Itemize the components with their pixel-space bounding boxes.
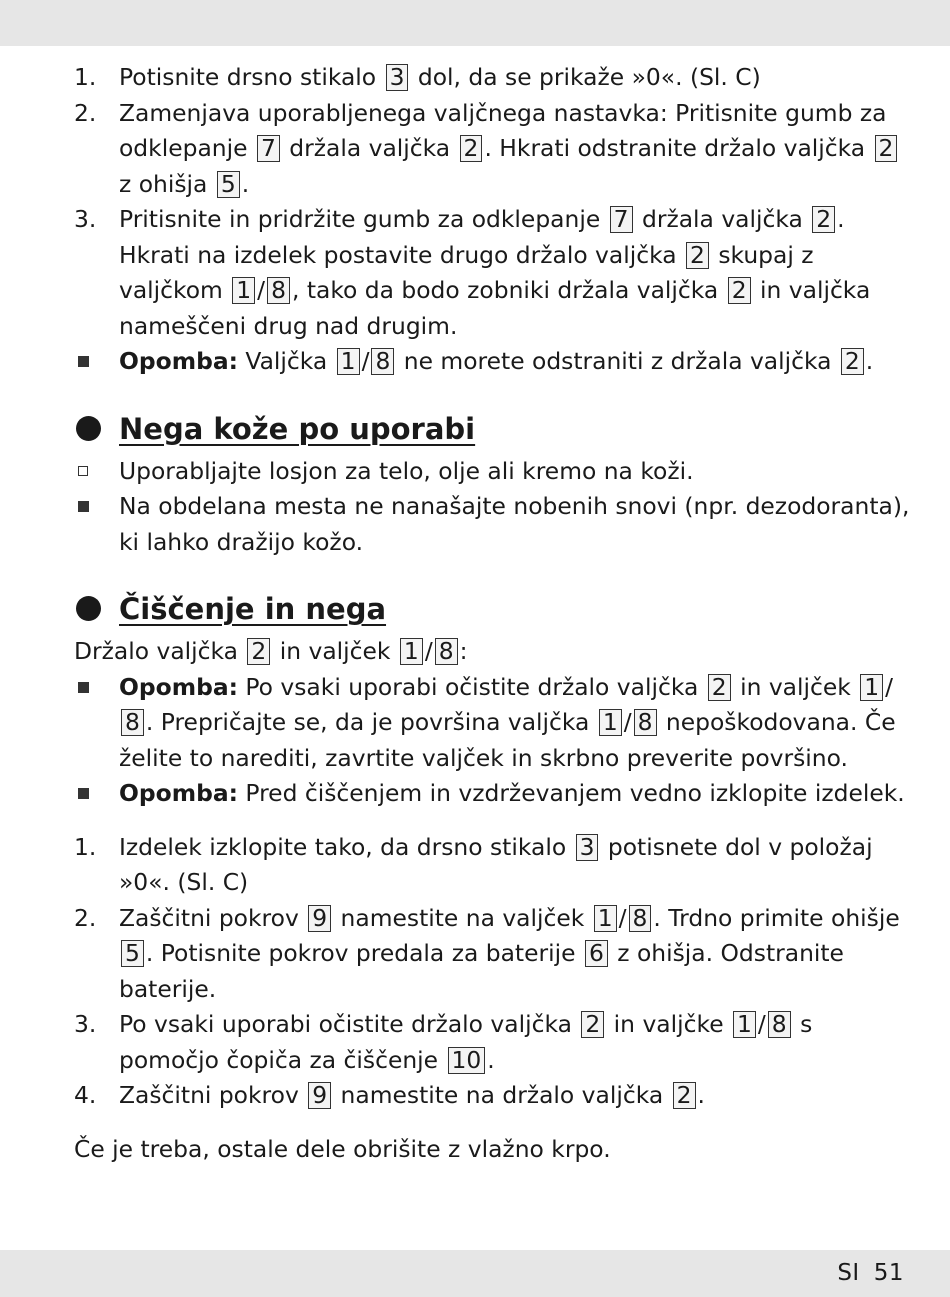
part-number-box: 2 — [708, 674, 731, 701]
page-number: 51 — [873, 1260, 904, 1286]
note-label: Opomba: — [119, 347, 238, 375]
language-code: SI — [837, 1260, 860, 1286]
steps-list-replace — [74, 60, 914, 344]
part-number-box: 8 — [121, 709, 144, 736]
part-number-box: 2 — [247, 638, 270, 665]
part-number-box: 9 — [308, 905, 331, 932]
closing-text: Če je treba, ostale dele obrišite z vlažno krpo. — [74, 1134, 611, 1163]
step-item: 1. Potisnite drsno stikalo 3 dol, da se prikaže »0«. (Sl. C) — [74, 60, 914, 96]
step-item: 3. Pritisnite in pridržite gumb za odklepanje 7 držala valjčka 2 . Hkrati na izdelek postavite drugo držalo valjčka 2 skupaj z valjčkom 1 / 8 , tako da bodo zobniki držala valjčka 2 in valjčka nameščeni drug nad drugim. — [74, 202, 914, 344]
part-number-box: 7 — [610, 206, 633, 233]
section-heading-skin-care: Nega kože po uporabi — [74, 410, 914, 448]
part-number-box: 5 — [121, 940, 144, 967]
part-number-box: 10 — [448, 1047, 486, 1074]
step-item: 3. Po vsaki uporabi očistite držalo valjčka 2 in valjčke 1 / 8 s pomočjo čopiča za čiščenje 10 . — [74, 1007, 914, 1078]
part-number-box: 1 — [594, 905, 617, 932]
part-number-box: 2 — [673, 1082, 696, 1109]
note-label: Opomba: — [119, 779, 238, 807]
part-number-box: 1 — [232, 277, 255, 304]
part-number-box: 7 — [257, 135, 280, 162]
manual-content — [74, 60, 914, 1167]
part-number-box: 8 — [768, 1011, 791, 1038]
step-item: 4. Zaščitni pokrov 9 namestite na držalo valjčka 2 . — [74, 1078, 914, 1114]
cleaning-intro: Držalo valjčka 2 in valjček 1 / 8 : — [74, 637, 468, 665]
footer-band — [0, 1250, 950, 1297]
part-number-box: 2 — [728, 277, 751, 304]
step-number: 2. — [74, 903, 97, 932]
bullet-item: Uporabljajte losjon za telo, olje ali kremo na koži. — [74, 454, 914, 490]
part-number-box: 2 — [841, 348, 864, 375]
note-label: Opomba: — [119, 672, 238, 701]
page-footer — [823, 1258, 904, 1288]
part-number-box: 2 — [812, 206, 835, 233]
part-number-box: 8 — [634, 709, 657, 736]
step-number: 3. — [74, 205, 97, 233]
part-number-box: 1 — [400, 638, 423, 665]
bullet-dot-icon — [76, 596, 101, 621]
header-band — [0, 0, 950, 46]
part-number-box: 2 — [581, 1011, 604, 1038]
note-item: Opomba: Valjčka 1 / 8 ne morete odstraniti z držala valjčka 2 . — [74, 344, 914, 380]
part-number-box: 8 — [629, 905, 652, 932]
step-number: 1. — [74, 832, 97, 861]
section-heading-cleaning: Čiščenje in nega — [74, 590, 914, 628]
part-number-box: 8 — [435, 638, 458, 665]
part-number-box: 2 — [875, 135, 898, 162]
step-item: 1. Izdelek izklopite tako, da drsno stikalo 3 potisnete dol v položaj »0«. (Sl. C) — [74, 830, 914, 901]
step-number: 1. — [74, 63, 97, 91]
part-number-box: 2 — [686, 242, 709, 269]
part-number-box: 9 — [308, 1082, 331, 1109]
skin-care-list — [74, 454, 914, 561]
steps-list-cleaning — [74, 830, 914, 1114]
step-number: 3. — [74, 1010, 97, 1038]
part-number-box: 1 — [337, 348, 360, 375]
step-number: 2. — [74, 98, 97, 127]
step-item: 2. Zamenjava uporabljenega valjčnega nastavka: Pritisnite gumb za odklepanje 7 držala valjčka 2 . Hkrati odstranite držalo valjčka 2 z ohišja 5 . — [74, 96, 914, 203]
part-number-box: 5 — [217, 171, 240, 198]
part-number-box: 1 — [860, 674, 883, 701]
note-roller-removal — [74, 344, 914, 380]
part-number-box: 3 — [386, 64, 409, 91]
step-number: 4. — [74, 1081, 97, 1109]
part-number-box: 1 — [733, 1011, 756, 1038]
part-number-box: 6 — [585, 940, 608, 967]
note-item: Opomba: Po vsaki uporabi očistite držalo valjčka 2 in valjček 1 /8 . Prepričajte se, da je površina valjčka 1 / 8 nepoškodovana. Če želite to narediti, zavrtite valjček in skrbno preverite površino. — [74, 670, 914, 777]
part-number-box: 1 — [599, 709, 622, 736]
step-item: 2. Zaščitni pokrov 9 namestite na valjček 1 / 8 . Trdno primite ohišje 5 . Potisnite pokrov predala za baterije 6 z ohišja. Odstranite baterije. — [74, 901, 914, 1008]
bullet-dot-icon — [76, 416, 101, 441]
part-number-box: 2 — [460, 135, 483, 162]
cleaning-notes — [74, 670, 914, 812]
part-number-box: 3 — [576, 834, 599, 861]
part-number-box: 8 — [371, 348, 394, 375]
bullet-item: Na obdelana mesta ne nanašajte nobenih snovi (npr. dezodoranta), ki lahko dražijo kožo. — [74, 489, 914, 560]
note-item: Opomba: Pred čiščenjem in vzdrževanjem vedno izklopite izdelek. — [74, 776, 914, 812]
part-number-box: 8 — [267, 277, 290, 304]
